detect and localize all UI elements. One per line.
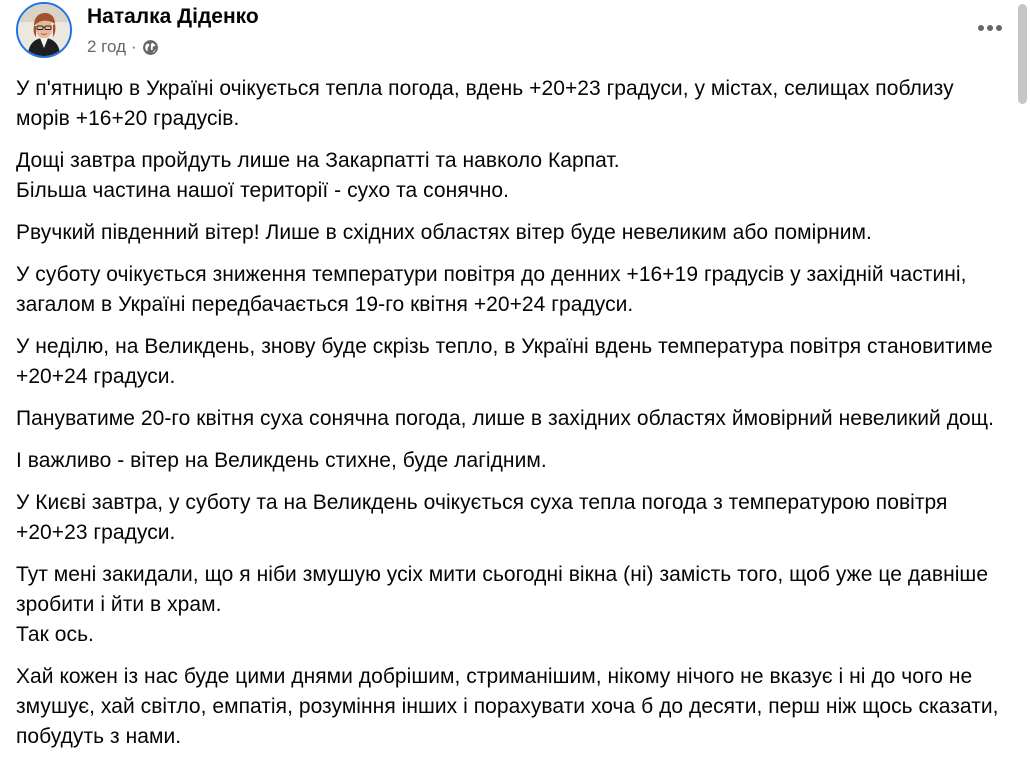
post-paragraph: Хай кожен із нас буде цими днями добрішим, стриманішим, нікому нічого не вказує і ні до чого не змушує, хай світло, емпатія, розуміння інших і порахувати хоча б до десяти, перш ніж щось сказати, побудуть з нами. bbox=[16, 665, 999, 748]
post-paragraph: Пануватиме 20-го квітня суха сонячна погода, лише в західних областях ймовірний невеликий дощ. bbox=[16, 407, 994, 430]
globe-icon[interactable] bbox=[142, 39, 159, 56]
post-paragraph: У неділю, на Великдень, знову буде скрізь тепло, в Україні вдень температура повітря становитиме +20+24 градуси. bbox=[16, 335, 993, 388]
post-header bbox=[0, 0, 1030, 66]
author-avatar[interactable] bbox=[16, 2, 72, 58]
more-options-button[interactable] bbox=[970, 10, 1010, 46]
scrollbar-track[interactable] bbox=[1016, 0, 1030, 768]
post-paragraph: У п'ятницю в Україні очікується тепла погода, вдень +20+23 градуси, у містах, селищах поблизу морів +16+20 градусів. bbox=[16, 77, 954, 130]
scrollbar-thumb[interactable] bbox=[1018, 4, 1027, 104]
post-timestamp[interactable]: 2 год bbox=[87, 37, 127, 56]
post-text bbox=[16, 74, 1012, 764]
meta-separator: · bbox=[131, 37, 137, 56]
post-paragraph: Рвучкий південний вітер! Лише в східних областях вітер буде невеликим або помірним. bbox=[16, 221, 872, 244]
post-paragraph: Тут мені закидали, що я ніби змушую усіх мити сьогодні вікна (ні) замість того, щоб уже це давніше зробити і йти в храм. Так ось. bbox=[16, 563, 989, 646]
more-dots-icon bbox=[977, 24, 1003, 32]
post-paragraph: Дощі завтра пройдуть лише на Закарпатті та навколо Карпат. Більша частина нашої території - сухо та сонячно. bbox=[16, 149, 620, 202]
profile-photo-icon bbox=[18, 4, 70, 56]
post-paragraph: У суботу очікується зниження температури повітря до денних +16+19 градусів у західній частині, загалом в Україні передбачається 19-го квітня +20+24 градуси. bbox=[16, 263, 967, 316]
post-meta bbox=[87, 37, 159, 57]
author-name[interactable]: Наталка Діденко bbox=[87, 5, 259, 28]
post-paragraph: І важливо - вітер на Великдень стихне, буде лагідним. bbox=[16, 449, 547, 472]
post-paragraph: У Києві завтра, у суботу та на Великдень очікується суха тепла погода з температурою повітря +20+23 градуси. bbox=[16, 491, 948, 544]
